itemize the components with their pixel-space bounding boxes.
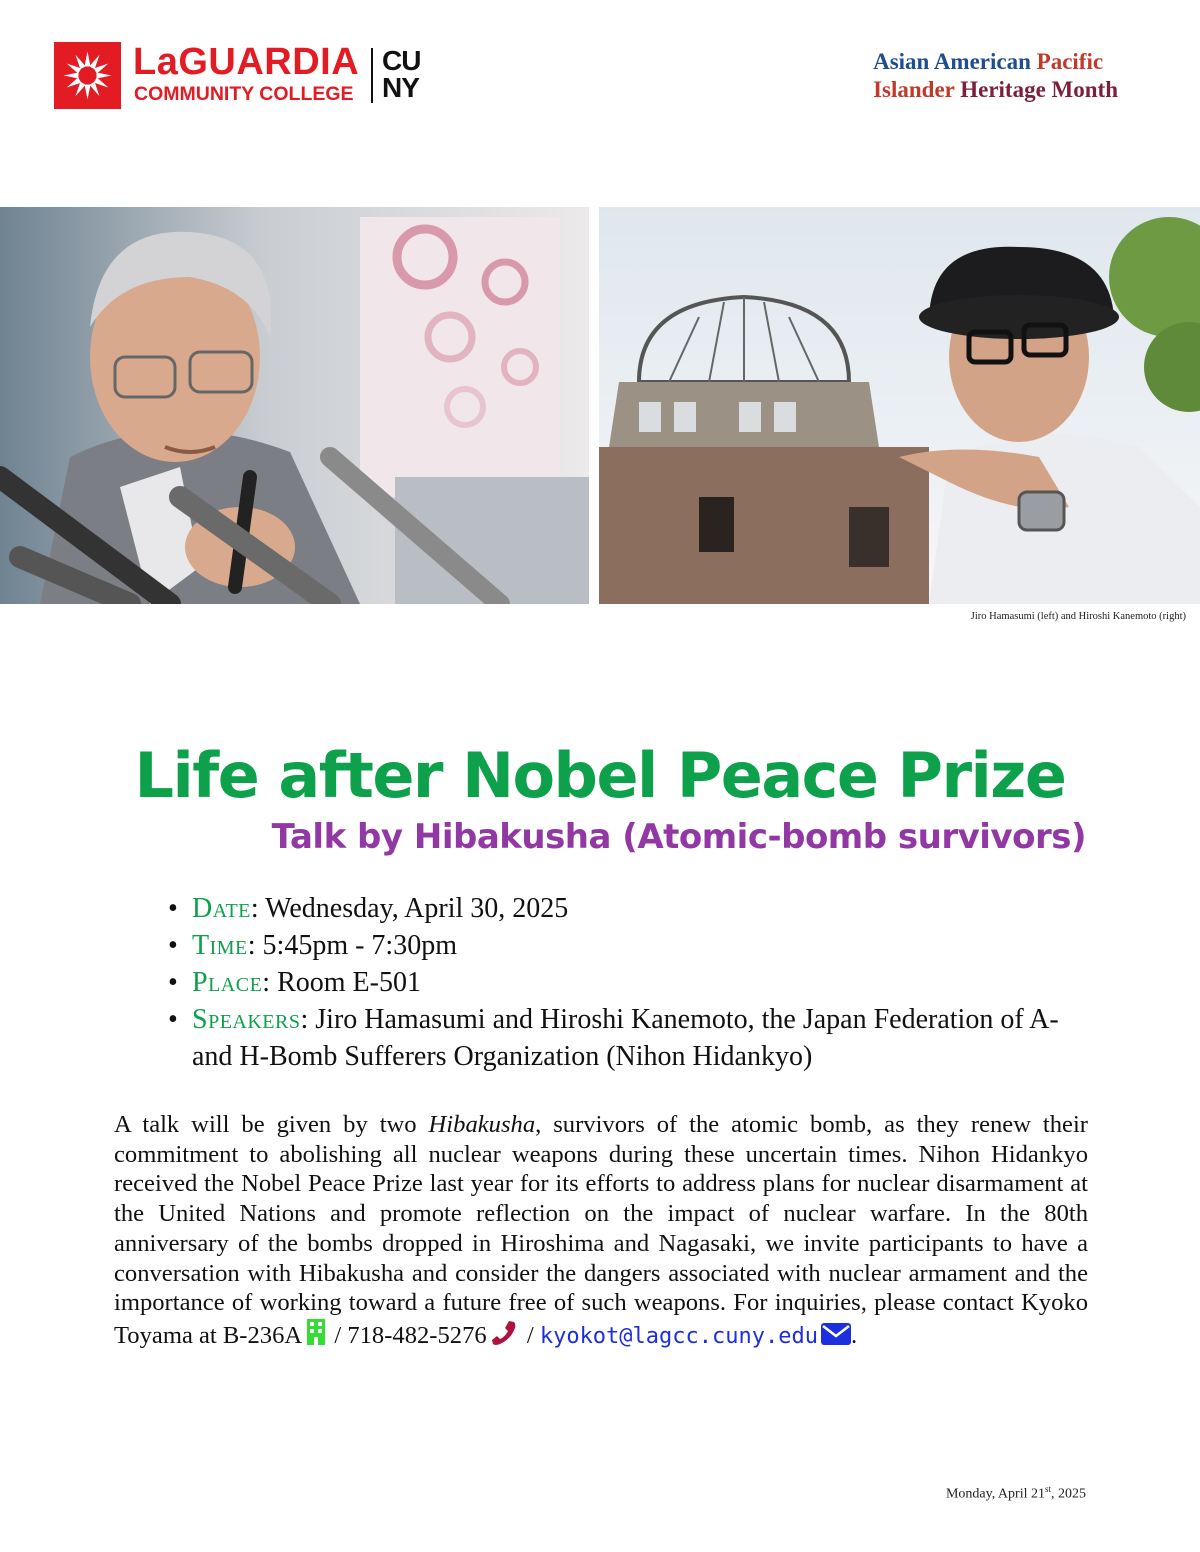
detail-value: Room E-501: [277, 967, 421, 998]
description-text: , survivors of the atomic bomb, as they renew their commitment to abolishing all nuclear weapons during these uncertain times. Nihon Hidankyo received the Nobel Peace Prize last year for its efforts to address plans for nuclear disarmament at the United Nations and promote reflection on the impact of nuclear warfare. In the 80th anniversary of the bombs dropped in Hiroshima and Nagasaki, we invite participants to have a conversation with Hibakusha and consider the dangers associated with nuclear armament and the importance of working toward a future free of such weapons. For inquiries, please contact Kyoko Toyama at B-236A: [114, 1111, 1088, 1349]
event-details: [168, 890, 1088, 1075]
detail-value: Wednesday, April 30, 2025: [265, 893, 569, 924]
photo-caption: Jiro Hamasumi (left) and Hiroshi Kanemoto (right): [970, 611, 1186, 622]
detail-label: Time: [192, 930, 248, 961]
separator: /: [526, 1321, 534, 1349]
college-subtitle: COMMUNITY COLLEGE: [134, 83, 354, 105]
phone-icon: [491, 1320, 517, 1354]
cuny-line-2: NY: [382, 72, 419, 103]
heritage-word-heritage: Heritage: [960, 77, 1046, 102]
mail-icon: [821, 1323, 851, 1353]
heritage-month-label: [873, 48, 1118, 104]
star-burst-icon: [54, 42, 121, 109]
logo-divider: [371, 48, 373, 103]
event-title: Life after Nobel Peace Prize: [134, 739, 1066, 812]
detail-date: • Date: Wednesday, April 30, 2025: [168, 890, 1088, 927]
cuny-line-1: CU: [382, 45, 421, 76]
building-icon: [306, 1318, 326, 1354]
laguardia-logo-mark: [54, 42, 121, 109]
heritage-word-islander: Islander: [873, 77, 955, 102]
photo-jiro-hamasumi: [0, 207, 589, 604]
heritage-line-2: [873, 76, 1118, 104]
detail-value: 5:45pm - 7:30pm: [262, 930, 457, 961]
detail-speakers: • Speakers: Jiro Hamasumi and Hiroshi Kanemoto, the Japan Federation of A- and H-Bomb Sufferers Organization (Nihon Hidankyo): [168, 1001, 1088, 1075]
contact-phone: 718-482-5276: [347, 1321, 487, 1349]
description-end: .: [850, 1321, 858, 1349]
detail-time: • Time: 5:45pm - 7:30pm: [168, 927, 1088, 964]
description-paragraph: [114, 1110, 1088, 1354]
photo-hiroshi-kanemoto: [599, 207, 1200, 604]
heritage-word-american: American: [933, 49, 1031, 74]
detail-label: Speakers: [192, 1004, 301, 1035]
heritage-word-month: Month: [1051, 77, 1118, 102]
separator: /: [334, 1321, 342, 1349]
detail-label: Place: [192, 967, 263, 998]
contact-email[interactable]: kyokot@lagcc.cuny.edu: [539, 1323, 818, 1349]
detail-place: • Place: Room E-501: [168, 964, 1088, 1001]
description-hibakusha: Hibakusha: [428, 1111, 536, 1138]
college-name: LaGUARDIA: [133, 41, 360, 83]
cuny-logo: [382, 47, 438, 101]
heritage-word-asian: Asian: [873, 49, 930, 74]
footer-date-year: , 2025: [1051, 1486, 1086, 1502]
footer-date: [946, 1484, 1086, 1503]
footer-date-suffix: st: [1044, 1484, 1051, 1494]
heritage-line-1: [873, 48, 1118, 76]
detail-value: Jiro Hamasumi and Hiroshi Kanemoto, the Japan Federation of A- and H-Bomb Sufferers Organization (Nihon Hidankyo): [192, 1004, 1059, 1072]
event-description: [114, 1110, 1088, 1354]
event-subtitle: Talk by Hibakusha (Atomic-bomb survivors): [271, 817, 1086, 857]
footer-date-prefix: Monday, April 21: [945, 1486, 1045, 1502]
description-intro: A talk will be given by two: [114, 1111, 429, 1138]
heritage-word-pacific: Pacific: [1036, 49, 1104, 74]
detail-label: Date: [192, 893, 251, 924]
